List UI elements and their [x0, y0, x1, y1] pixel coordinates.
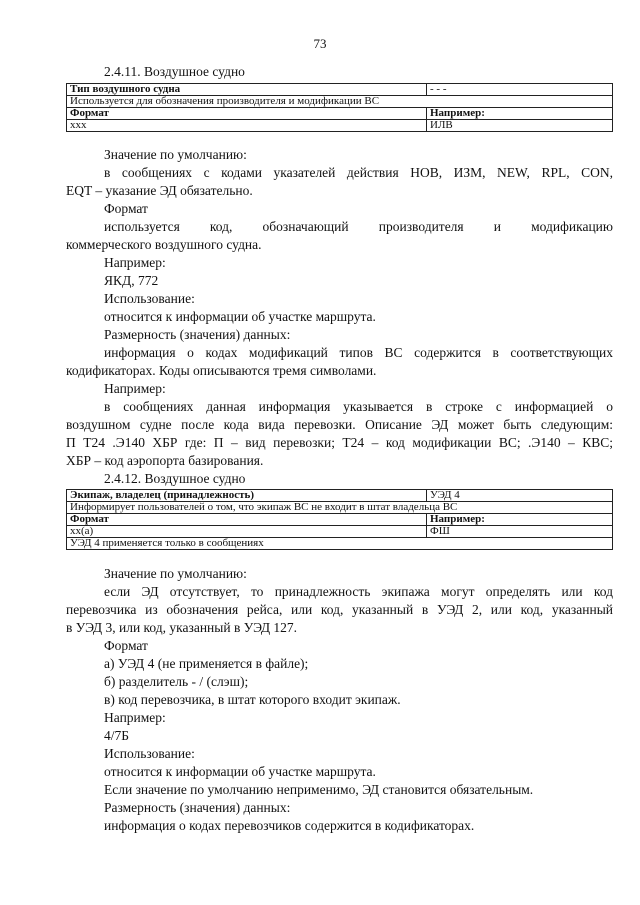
- paragraph-line: ХБР – код аэропорта базирования.: [66, 453, 264, 468]
- paragraph-line: Например:: [104, 381, 166, 396]
- section-heading-2-4-12: 2.4.12. Воздушное судно: [104, 471, 246, 486]
- paragraph-line: ЯКД, 772: [104, 273, 159, 288]
- paragraph-line: Значение по умолчанию:: [104, 566, 247, 581]
- paragraph-line: Размерность (значения) данных:: [104, 800, 291, 815]
- paragraph-line: воздушном судне после кода вида перевозки. Описание ЭД может быть следующим:: [66, 417, 613, 432]
- paragraph-line: Например:: [104, 255, 166, 270]
- table-cell-description: Используется для обозначения производителя и модификации ВС: [67, 96, 613, 108]
- paragraph-line: в) код перевозчика, в штат которого входит экипаж.: [104, 692, 401, 707]
- paragraph-line: Значение по умолчанию:: [104, 147, 247, 162]
- paragraph-line: используется код, обозначающий производителя и модификацию: [104, 219, 613, 234]
- page-number: 73: [313, 36, 327, 51]
- table-cell-note: УЭД 4 применяется только в сообщениях: [67, 538, 613, 550]
- paragraph-line: коммерческого воздушного судна.: [66, 237, 262, 252]
- paragraph-line: П Т24 .Э140 ХБР где: П – вид перевозки; Т24 – код модификации ВС; .Э140 – КВС;: [66, 435, 613, 450]
- data-element-table-2-4-11: [66, 83, 613, 132]
- paragraph-line: информация о кодах модификаций типов ВС содержится в соответствующих: [104, 345, 613, 360]
- table-cell-example-value: ФШ: [427, 526, 613, 538]
- table-cell-code: УЭД 4: [427, 490, 613, 502]
- table-cell-format-value: хх(а): [67, 526, 427, 538]
- paragraph-line: 4/7Б: [104, 728, 130, 743]
- data-element-table-2-4-12: [66, 489, 613, 550]
- table-cell-example-value: ИЛВ: [427, 120, 613, 132]
- table-cell-format-value: ххх: [67, 120, 427, 132]
- paragraph-line: Использование:: [104, 291, 195, 306]
- paragraph-line: Например:: [104, 710, 166, 725]
- paragraph-line: Размерность (значения) данных:: [104, 327, 291, 342]
- table-cell-format-header: Формат: [67, 108, 427, 120]
- table-cell-code: - - -: [427, 84, 613, 96]
- table-cell-format-header: Формат: [67, 514, 427, 526]
- paragraph-line: Формат: [104, 638, 148, 653]
- paragraph-line: б) разделитель - / (слэш);: [104, 674, 249, 689]
- paragraph-line: кодификаторах. Коды описываются тремя символами.: [66, 363, 377, 378]
- paragraph-line: если ЭД отсутствует, то принадлежность экипажа могут определять или код: [104, 584, 613, 599]
- table-cell-example-header: Например:: [427, 514, 613, 526]
- paragraph-line: в сообщениях данная информация указывается в строке с информацией о: [104, 399, 613, 414]
- table-cell-example-header: Например:: [427, 108, 613, 120]
- paragraph-line: перевозчика из обозначения рейса, или код, указанный в УЭД 2, или код, указанный: [66, 602, 613, 617]
- paragraph-line: относится к информации об участке маршрута.: [104, 764, 376, 779]
- table-cell-type: Тип воздушного судна: [67, 84, 427, 96]
- paragraph-line: Формат: [104, 201, 148, 216]
- table-cell-type: Экипаж, владелец (принадлежность): [67, 490, 427, 502]
- paragraph-line: Использование:: [104, 746, 195, 761]
- paragraph-line: а) УЭД 4 (не применяется в файле);: [104, 656, 309, 671]
- paragraph-line: EQT – указание ЭД обязательно.: [66, 183, 253, 198]
- table-cell-description: Информирует пользователей о том, что экипаж ВС не входит в штат владельца ВС: [67, 502, 613, 514]
- section-heading-2-4-11: 2.4.11. Воздушное судно: [104, 64, 245, 79]
- paragraph-line: информация о кодах перевозчиков содержится в кодификаторах.: [104, 818, 475, 833]
- paragraph-line: Если значение по умолчанию неприменимо, ЭД становится обязательным.: [104, 782, 534, 797]
- paragraph-line: относится к информации об участке маршрута.: [104, 309, 376, 324]
- paragraph-line: в сообщениях с кодами указателей действия НОВ, ИЗМ, NEW, RPL, CON,: [104, 165, 613, 180]
- paragraph-line: в УЭД 3, или код, указанный в УЭД 127.: [66, 620, 298, 635]
